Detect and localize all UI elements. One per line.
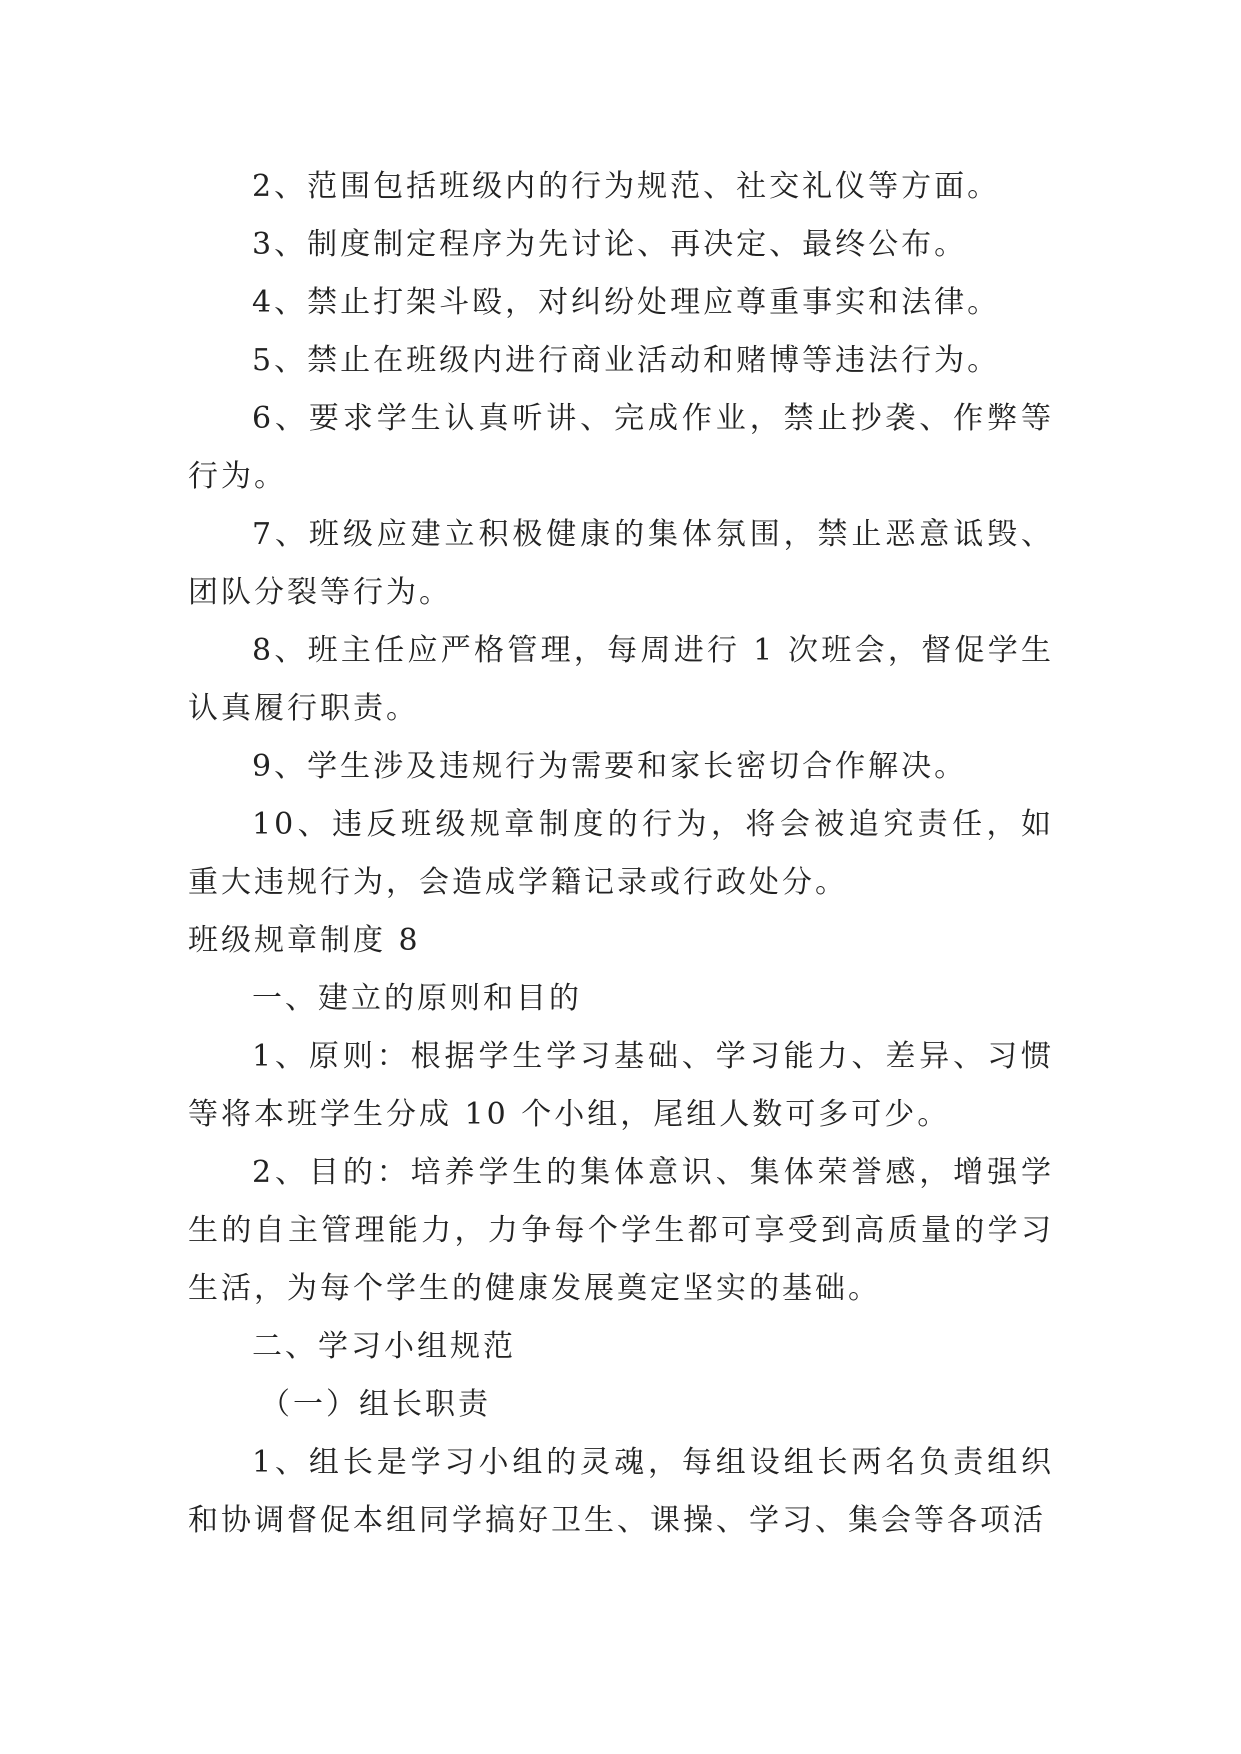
paragraph: 2、目的：培养学生的集体意识、集体荣誉感，增强学生的自主管理能力，力争每个学生都可享受到高质量的学习生活，为每个学生的健康发展奠定坚实的基础。	[188, 1155, 1054, 1306]
paragraph: 8、班主任应严格管理，每周进行 1 次班会，督促学生认真履行职责。	[188, 633, 1054, 726]
paragraph: 9、学生涉及违规行为需要和家长密切合作解决。	[252, 749, 968, 784]
paragraph: 5、禁止在班级内进行商业活动和赌博等违法行为。	[252, 343, 1001, 378]
paragraph: 3、制度制定程序为先讨论、再决定、最终公布。	[252, 227, 968, 262]
paragraph: 7、班级应建立积极健康的集体氛围，禁止恶意诋毁、团队分裂等行为。	[188, 517, 1054, 610]
paragraph: 10、违反班级规章制度的行为，将会被追究责任，如重大违规行为，会造成学籍记录或行政处分。	[188, 807, 1054, 900]
paragraph: 6、要求学生认真听讲、完成作业，禁止抄袭、作弊等行为。	[188, 401, 1054, 494]
subsection-title: （一）组长职责	[260, 1387, 491, 1422]
paragraph: 1、组长是学习小组的灵魂，每组设组长两名负责组织和协调督促本组同学搞好卫生、课操、学习、集会等各项活	[188, 1445, 1054, 1538]
section-title: 班级规章制度 8	[188, 923, 421, 958]
paragraph: 1、原则：根据学生学习基础、学习能力、差异、习惯等将本班学生分成 10 个小组，尾组人数可多可少。	[188, 1039, 1054, 1132]
section-heading: 一、建立的原则和目的	[252, 981, 582, 1016]
section-heading: 二、学习小组规范	[252, 1329, 516, 1364]
paragraph: 4、禁止打架斗殴，对纠纷处理应尊重事实和法律。	[252, 285, 1001, 320]
document-body	[188, 158, 1054, 1550]
paragraph: 2、范围包括班级内的行为规范、社交礼仪等方面。	[252, 169, 1001, 204]
